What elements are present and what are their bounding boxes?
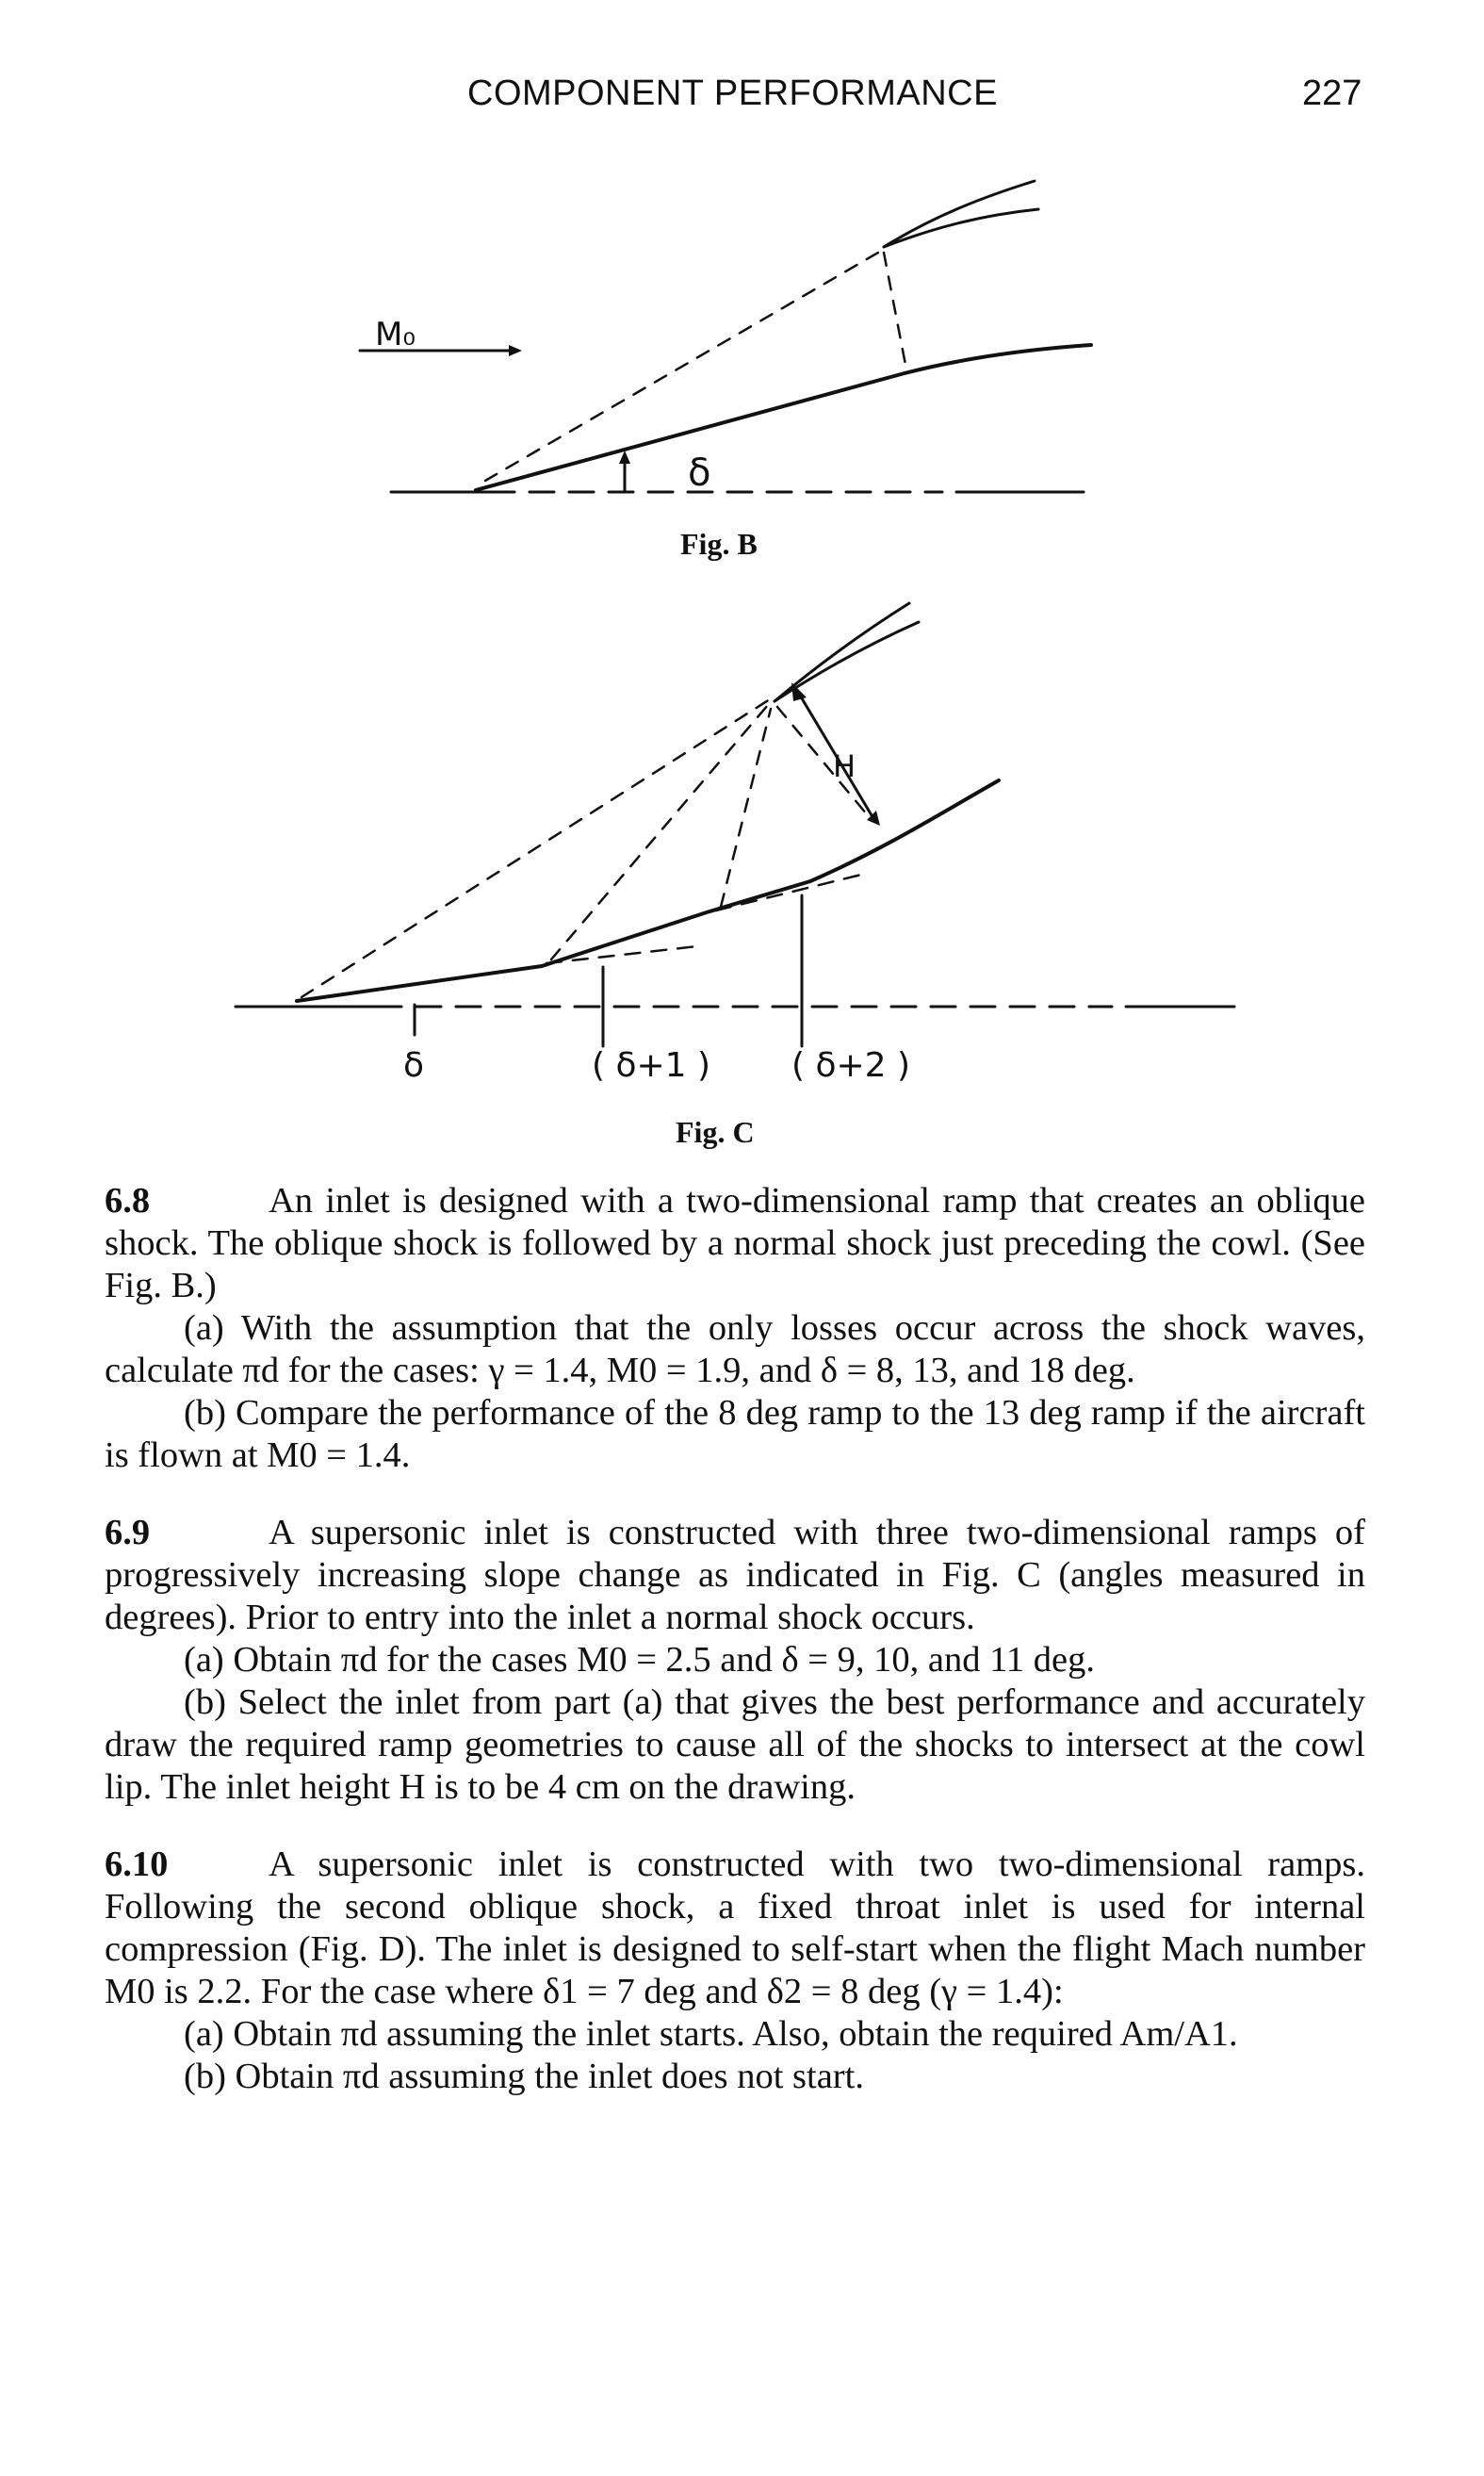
problem-6-10 xyxy=(105,1844,1365,2098)
problem-part-b: (b) Obtain πd assuming the inlet does not start. xyxy=(184,2057,864,2096)
problem-part-b: (b) Select the inlet from part (a) that gives the best performance and accurately draw the required ramp geometries to cause all of the shocks to intersect at the cowl lip. The inlet height H is to be 4 cm on the drawing. xyxy=(105,1682,1365,1807)
problem-intro: 6.10 A supersonic inlet is constructed with two two-dimensional ramps. Following the second oblique shock, a fixed throat inlet is used for internal compression (Fig. D). The inlet is designed to self-start when the flight Mach number M0 is 2.2. For the case where δ1 = 7 deg and δ2 = 8 deg (γ = 1.4): xyxy=(105,1845,1365,2011)
second-oblique-shock xyxy=(551,705,768,959)
third-oblique-shock xyxy=(721,709,771,907)
angle-label-1: δ xyxy=(403,1046,425,1085)
running-title: COMPONENT PERFORMANCE xyxy=(467,74,998,113)
problem-intro: 6.8 An inlet is designed with a two-dimensional ramp that creates an oblique shock. The oblique shock is followed by a normal shock just preceding the cowl. (See Fig. B.) xyxy=(105,1181,1365,1305)
problem-part-b: (b) Compare the performance of the 8 deg ramp to the 13 deg ramp if the aircraft is flown at M0 = 1.4. xyxy=(105,1393,1365,1475)
mach-label: M₀ xyxy=(375,316,416,353)
figure-c xyxy=(0,0,1484,1159)
page-number: 227 xyxy=(1302,74,1362,113)
problem-number: 6.9 xyxy=(105,1513,151,1552)
problem-part-a: (a) Obtain πd for the cases M0 = 2.5 and δ = 9, 10, and 11 deg. xyxy=(184,1640,1095,1680)
height-label: H xyxy=(833,748,856,784)
problem-6-9 xyxy=(105,1512,1365,1809)
problem-number: 6.8 xyxy=(105,1181,151,1221)
normal-shock xyxy=(777,707,872,820)
angle-label-3: ( δ+2 ) xyxy=(791,1046,911,1085)
first-oblique-shock xyxy=(302,697,773,997)
problem-part-a: (a) With the assumption that the only losses occur across the shock waves, calculate πd for the cases: γ = 1.4, M0 = 1.9, and δ = 8, 13, and 18 deg. xyxy=(105,1308,1365,1390)
three-ramp-surface xyxy=(297,780,999,1001)
problem-6-8 xyxy=(105,1180,1365,1477)
figure-c-caption: Fig. C xyxy=(676,1115,755,1149)
problem-intro: 6.9 A supersonic inlet is constructed with three two-dimensional ramps of progressively increasing slope change as indicated in Fig. C (angles measured in degrees). Prior to entry into the inlet a normal shock occurs. xyxy=(105,1513,1365,1637)
figure-b-caption: Fig. B xyxy=(680,527,758,561)
angle-label: δ xyxy=(688,451,711,495)
problem-part-a: (a) Obtain πd assuming the inlet starts. Also, obtain the required Am/A1. xyxy=(184,2014,1238,2054)
ramp-2-extension xyxy=(546,946,697,963)
problem-set xyxy=(105,1180,1365,2133)
problem-number: 6.10 xyxy=(105,1845,169,1884)
ramp-3-extension xyxy=(716,873,869,910)
angle-label-2: ( δ+1 ) xyxy=(592,1046,711,1085)
